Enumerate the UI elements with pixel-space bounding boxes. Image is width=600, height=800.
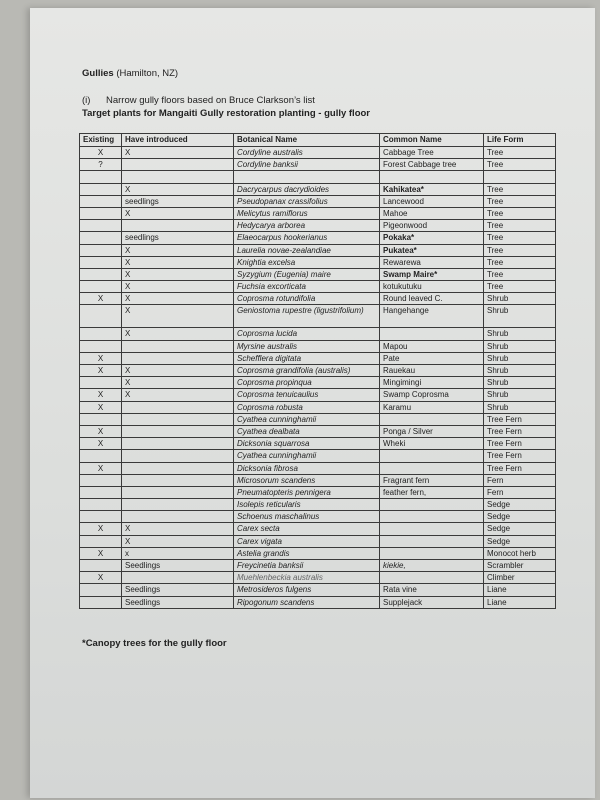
footnote: *Canopy trees for the gully floor [82, 638, 227, 649]
cell-common-name: Mahoe [380, 207, 484, 219]
table-row [80, 596, 556, 608]
table-row [80, 207, 556, 219]
cell-life-form: Shrub [484, 377, 556, 389]
cell-botanical-name: Geniostoma rupestre (ligustrifolium) [234, 305, 380, 328]
cell-life-form: Shrub [484, 389, 556, 401]
cell-common-name: kotukutuku [380, 281, 484, 293]
cell-common-name: Rata vine [380, 584, 484, 596]
table-row [80, 183, 556, 195]
cell-existing [80, 340, 122, 352]
cell-life-form: Monocot herb [484, 547, 556, 559]
cell-existing [80, 535, 122, 547]
cell-common-name: Forest Cabbage tree [380, 159, 484, 171]
table-row [80, 220, 556, 232]
cell-common-name [380, 535, 484, 547]
cell-botanical-name [234, 171, 380, 183]
cell-existing [80, 377, 122, 389]
cell-existing: X [80, 547, 122, 559]
cell-common-name: Rauekau [380, 365, 484, 377]
cell-botanical-name: Freycinetia banksii [234, 560, 380, 572]
cell-have-introduced [122, 171, 234, 183]
cell-common-name: Swamp Maire* [380, 268, 484, 280]
cell-have-introduced: Seedlings [122, 596, 234, 608]
cell-life-form: Sedge [484, 523, 556, 535]
cell-botanical-name: Schoenus maschalinus [234, 511, 380, 523]
cell-common-name: Hangehange [380, 305, 484, 328]
cell-botanical-name: Dicksonia squarrosa [234, 438, 380, 450]
cell-have-introduced [122, 438, 234, 450]
cell-life-form: Tree [484, 183, 556, 195]
cell-life-form: Shrub [484, 293, 556, 305]
cell-existing [80, 474, 122, 486]
cell-life-form: Shrub [484, 352, 556, 364]
table-row [80, 171, 556, 183]
table-row [80, 486, 556, 498]
table-row [80, 450, 556, 462]
cell-botanical-name: Melicytus ramiflorus [234, 207, 380, 219]
cell-common-name: Pate [380, 352, 484, 364]
cell-life-form: Tree [484, 244, 556, 256]
cell-existing [80, 281, 122, 293]
table-row [80, 268, 556, 280]
cell-common-name: Supplejack [380, 596, 484, 608]
cell-life-form: Tree Fern [484, 425, 556, 437]
cell-common-name [380, 499, 484, 511]
header-botanical-name: Botanical Name [234, 134, 380, 147]
cell-common-name [380, 450, 484, 462]
cell-have-introduced: seedlings [122, 232, 234, 244]
cell-have-introduced: X [122, 147, 234, 159]
cell-have-introduced: X [122, 377, 234, 389]
table-row [80, 305, 556, 328]
cell-have-introduced [122, 511, 234, 523]
cell-life-form: Sedge [484, 535, 556, 547]
cell-existing [80, 244, 122, 256]
cell-life-form: Tree Fern [484, 438, 556, 450]
cell-existing: X [80, 523, 122, 535]
cell-have-introduced: X [122, 328, 234, 340]
table-row [80, 523, 556, 535]
cell-life-form: Tree [484, 281, 556, 293]
cell-life-form: Tree [484, 268, 556, 280]
cell-botanical-name: Laurelia novae-zealandiae [234, 244, 380, 256]
cell-have-introduced: X [122, 305, 234, 328]
table-row [80, 474, 556, 486]
table-row [80, 535, 556, 547]
cell-botanical-name: Ripogonum scandens [234, 596, 380, 608]
table-row [80, 499, 556, 511]
cell-have-introduced: Seedlings [122, 560, 234, 572]
table-row [80, 352, 556, 364]
cell-common-name: Pukatea* [380, 244, 484, 256]
cell-life-form: Tree [484, 159, 556, 171]
document-title-location: (Hamilton, NZ) [113, 68, 179, 79]
table-row [80, 365, 556, 377]
cell-botanical-name: Isolepis reticularis [234, 499, 380, 511]
cell-botanical-name: Cordyline banksii [234, 159, 380, 171]
cell-botanical-name: Cyathea dealbata [234, 425, 380, 437]
cell-common-name: kiekie, [380, 560, 484, 572]
cell-common-name: Fragrant fern [380, 474, 484, 486]
cell-botanical-name: Pseudopanax crassifolius [234, 195, 380, 207]
cell-botanical-name: Coprosma robusta [234, 401, 380, 413]
cell-botanical-name: Pneumatopteris pennigera [234, 486, 380, 498]
table-row [80, 147, 556, 159]
cell-existing [80, 268, 122, 280]
cell-common-name [380, 523, 484, 535]
cell-botanical-name: Elaeocarpus hookerianus [234, 232, 380, 244]
cell-existing: X [80, 401, 122, 413]
cell-existing [80, 450, 122, 462]
cell-have-introduced [122, 499, 234, 511]
cell-common-name: feather fern, [380, 486, 484, 498]
cell-existing [80, 207, 122, 219]
cell-have-introduced [122, 340, 234, 352]
cell-botanical-name: Cordyline australis [234, 147, 380, 159]
cell-life-form: Shrub [484, 328, 556, 340]
cell-botanical-name: Cyathea cunninghamii [234, 413, 380, 425]
table-row [80, 425, 556, 437]
cell-common-name: Swamp Coprosma [380, 389, 484, 401]
cell-life-form: Sedge [484, 511, 556, 523]
cell-existing [80, 171, 122, 183]
cell-life-form: Shrub [484, 340, 556, 352]
cell-life-form: Shrub [484, 305, 556, 328]
cell-have-introduced [122, 159, 234, 171]
cell-have-introduced [122, 220, 234, 232]
table-row [80, 547, 556, 559]
table-header-row [80, 134, 556, 147]
cell-botanical-name: Coprosma lucida [234, 328, 380, 340]
cell-common-name: Lancewood [380, 195, 484, 207]
table-row [80, 401, 556, 413]
table-row [80, 560, 556, 572]
cell-life-form: Tree [484, 207, 556, 219]
cell-existing [80, 256, 122, 268]
section-number: (i) [82, 95, 91, 106]
cell-have-introduced: X [122, 535, 234, 547]
section-heading [82, 95, 315, 106]
cell-botanical-name: Microsorum scandens [234, 474, 380, 486]
cell-have-introduced: X [122, 256, 234, 268]
cell-botanical-name: Fuchsia excorticata [234, 281, 380, 293]
cell-common-name [380, 547, 484, 559]
table-row [80, 377, 556, 389]
cell-botanical-name: Muehlenbeckia australis [234, 572, 380, 584]
table-row [80, 159, 556, 171]
table-row [80, 389, 556, 401]
cell-life-form: Liane [484, 584, 556, 596]
cell-life-form: Shrub [484, 365, 556, 377]
cell-existing [80, 486, 122, 498]
cell-life-form: Tree [484, 147, 556, 159]
cell-common-name: Kahikatea* [380, 183, 484, 195]
document-title-bold: Gullies [82, 68, 114, 79]
cell-have-introduced [122, 462, 234, 474]
cell-have-introduced: X [122, 293, 234, 305]
cell-existing [80, 183, 122, 195]
cell-existing: X [80, 572, 122, 584]
cell-common-name: Mapou [380, 340, 484, 352]
cell-have-introduced [122, 486, 234, 498]
table-row [80, 244, 556, 256]
cell-existing: X [80, 293, 122, 305]
document-title [82, 68, 178, 79]
cell-existing: X [80, 425, 122, 437]
cell-botanical-name: Astelia grandis [234, 547, 380, 559]
header-common-name: Common Name [380, 134, 484, 147]
cell-life-form: Tree [484, 232, 556, 244]
cell-common-name: Cabbage Tree [380, 147, 484, 159]
cell-botanical-name: Dicksonia fibrosa [234, 462, 380, 474]
cell-common-name [380, 413, 484, 425]
cell-life-form: Tree Fern [484, 413, 556, 425]
table-row [80, 511, 556, 523]
cell-existing [80, 328, 122, 340]
cell-botanical-name: Carex vigata [234, 535, 380, 547]
table-row [80, 195, 556, 207]
cell-common-name [380, 511, 484, 523]
cell-have-introduced [122, 401, 234, 413]
cell-existing [80, 413, 122, 425]
cell-have-introduced: X [122, 281, 234, 293]
table-body [80, 147, 556, 609]
cell-existing: X [80, 389, 122, 401]
cell-common-name [380, 328, 484, 340]
cell-common-name [380, 462, 484, 474]
table-row [80, 340, 556, 352]
cell-life-form: Tree [484, 220, 556, 232]
cell-botanical-name: Metrosideros fulgens [234, 584, 380, 596]
cell-existing [80, 195, 122, 207]
table-row [80, 281, 556, 293]
cell-life-form: Climber [484, 572, 556, 584]
cell-botanical-name: Hedycarya arborea [234, 220, 380, 232]
cell-have-introduced: X [122, 183, 234, 195]
cell-existing [80, 220, 122, 232]
cell-have-introduced: X [122, 389, 234, 401]
cell-have-introduced: seedlings [122, 195, 234, 207]
cell-life-form: Liane [484, 596, 556, 608]
cell-botanical-name: Schefflera digitata [234, 352, 380, 364]
cell-have-introduced: X [122, 365, 234, 377]
cell-existing: X [80, 365, 122, 377]
cell-existing: X [80, 147, 122, 159]
cell-botanical-name: Coprosma grandifolia (australis) [234, 365, 380, 377]
cell-life-form: Tree [484, 256, 556, 268]
cell-life-form: Sedge [484, 499, 556, 511]
cell-common-name: Karamu [380, 401, 484, 413]
cell-have-introduced [122, 450, 234, 462]
section-text: Narrow gully floors based on Bruce Clarkson’s list [106, 95, 315, 106]
cell-life-form: Tree Fern [484, 450, 556, 462]
cell-common-name: Ponga / Silver [380, 425, 484, 437]
cell-have-introduced: X [122, 207, 234, 219]
cell-life-form [484, 171, 556, 183]
cell-existing [80, 584, 122, 596]
cell-common-name: Rewarewa [380, 256, 484, 268]
table-row [80, 572, 556, 584]
table-row [80, 293, 556, 305]
cell-have-introduced [122, 352, 234, 364]
cell-existing [80, 499, 122, 511]
header-life-form: Life Form [484, 134, 556, 147]
cell-have-introduced [122, 425, 234, 437]
cell-botanical-name: Coprosma rotundifolia [234, 293, 380, 305]
cell-common-name [380, 171, 484, 183]
cell-botanical-name: Dacrycarpus dacrydioides [234, 183, 380, 195]
cell-existing [80, 511, 122, 523]
cell-botanical-name: Knightia excelsa [234, 256, 380, 268]
cell-common-name: Mingimingi [380, 377, 484, 389]
cell-botanical-name: Syzygium (Eugenia) maire [234, 268, 380, 280]
table-title: Target plants for Mangaiti Gully restoration planting - gully floor [82, 108, 371, 119]
cell-common-name: Pokaka* [380, 232, 484, 244]
table-row [80, 438, 556, 450]
table-row [80, 462, 556, 474]
table-row [80, 256, 556, 268]
cell-existing: ? [80, 159, 122, 171]
cell-life-form: Fern [484, 474, 556, 486]
cell-botanical-name: Myrsine australis [234, 340, 380, 352]
table-row [80, 584, 556, 596]
cell-have-introduced [122, 572, 234, 584]
cell-botanical-name: Coprosma propinqua [234, 377, 380, 389]
cell-life-form: Fern [484, 486, 556, 498]
cell-existing: X [80, 352, 122, 364]
cell-have-introduced: X [122, 268, 234, 280]
cell-life-form: Tree [484, 195, 556, 207]
cell-have-introduced [122, 413, 234, 425]
cell-existing: X [80, 438, 122, 450]
cell-life-form: Tree Fern [484, 462, 556, 474]
cell-common-name: Round leaved C. [380, 293, 484, 305]
cell-existing [80, 305, 122, 328]
cell-existing [80, 596, 122, 608]
cell-common-name: Pigeonwood [380, 220, 484, 232]
cell-common-name: Wheki [380, 438, 484, 450]
cell-existing [80, 232, 122, 244]
table-row [80, 413, 556, 425]
cell-have-introduced: Seedlings [122, 584, 234, 596]
table-row [80, 232, 556, 244]
cell-have-introduced: x [122, 547, 234, 559]
cell-life-form: Shrub [484, 401, 556, 413]
cell-life-form: Scrambler [484, 560, 556, 572]
cell-have-introduced: X [122, 523, 234, 535]
header-have-introduced: Have introduced [122, 134, 234, 147]
plant-table [79, 133, 556, 609]
cell-botanical-name: Carex secta [234, 523, 380, 535]
cell-botanical-name: Coprosma tenuicaulius [234, 389, 380, 401]
cell-existing: X [80, 462, 122, 474]
cell-common-name [380, 572, 484, 584]
cell-botanical-name: Cyathea cunninghamii [234, 450, 380, 462]
table-row [80, 328, 556, 340]
cell-have-introduced: X [122, 244, 234, 256]
header-existing: Existing [80, 134, 122, 147]
cell-existing [80, 560, 122, 572]
cell-have-introduced [122, 474, 234, 486]
